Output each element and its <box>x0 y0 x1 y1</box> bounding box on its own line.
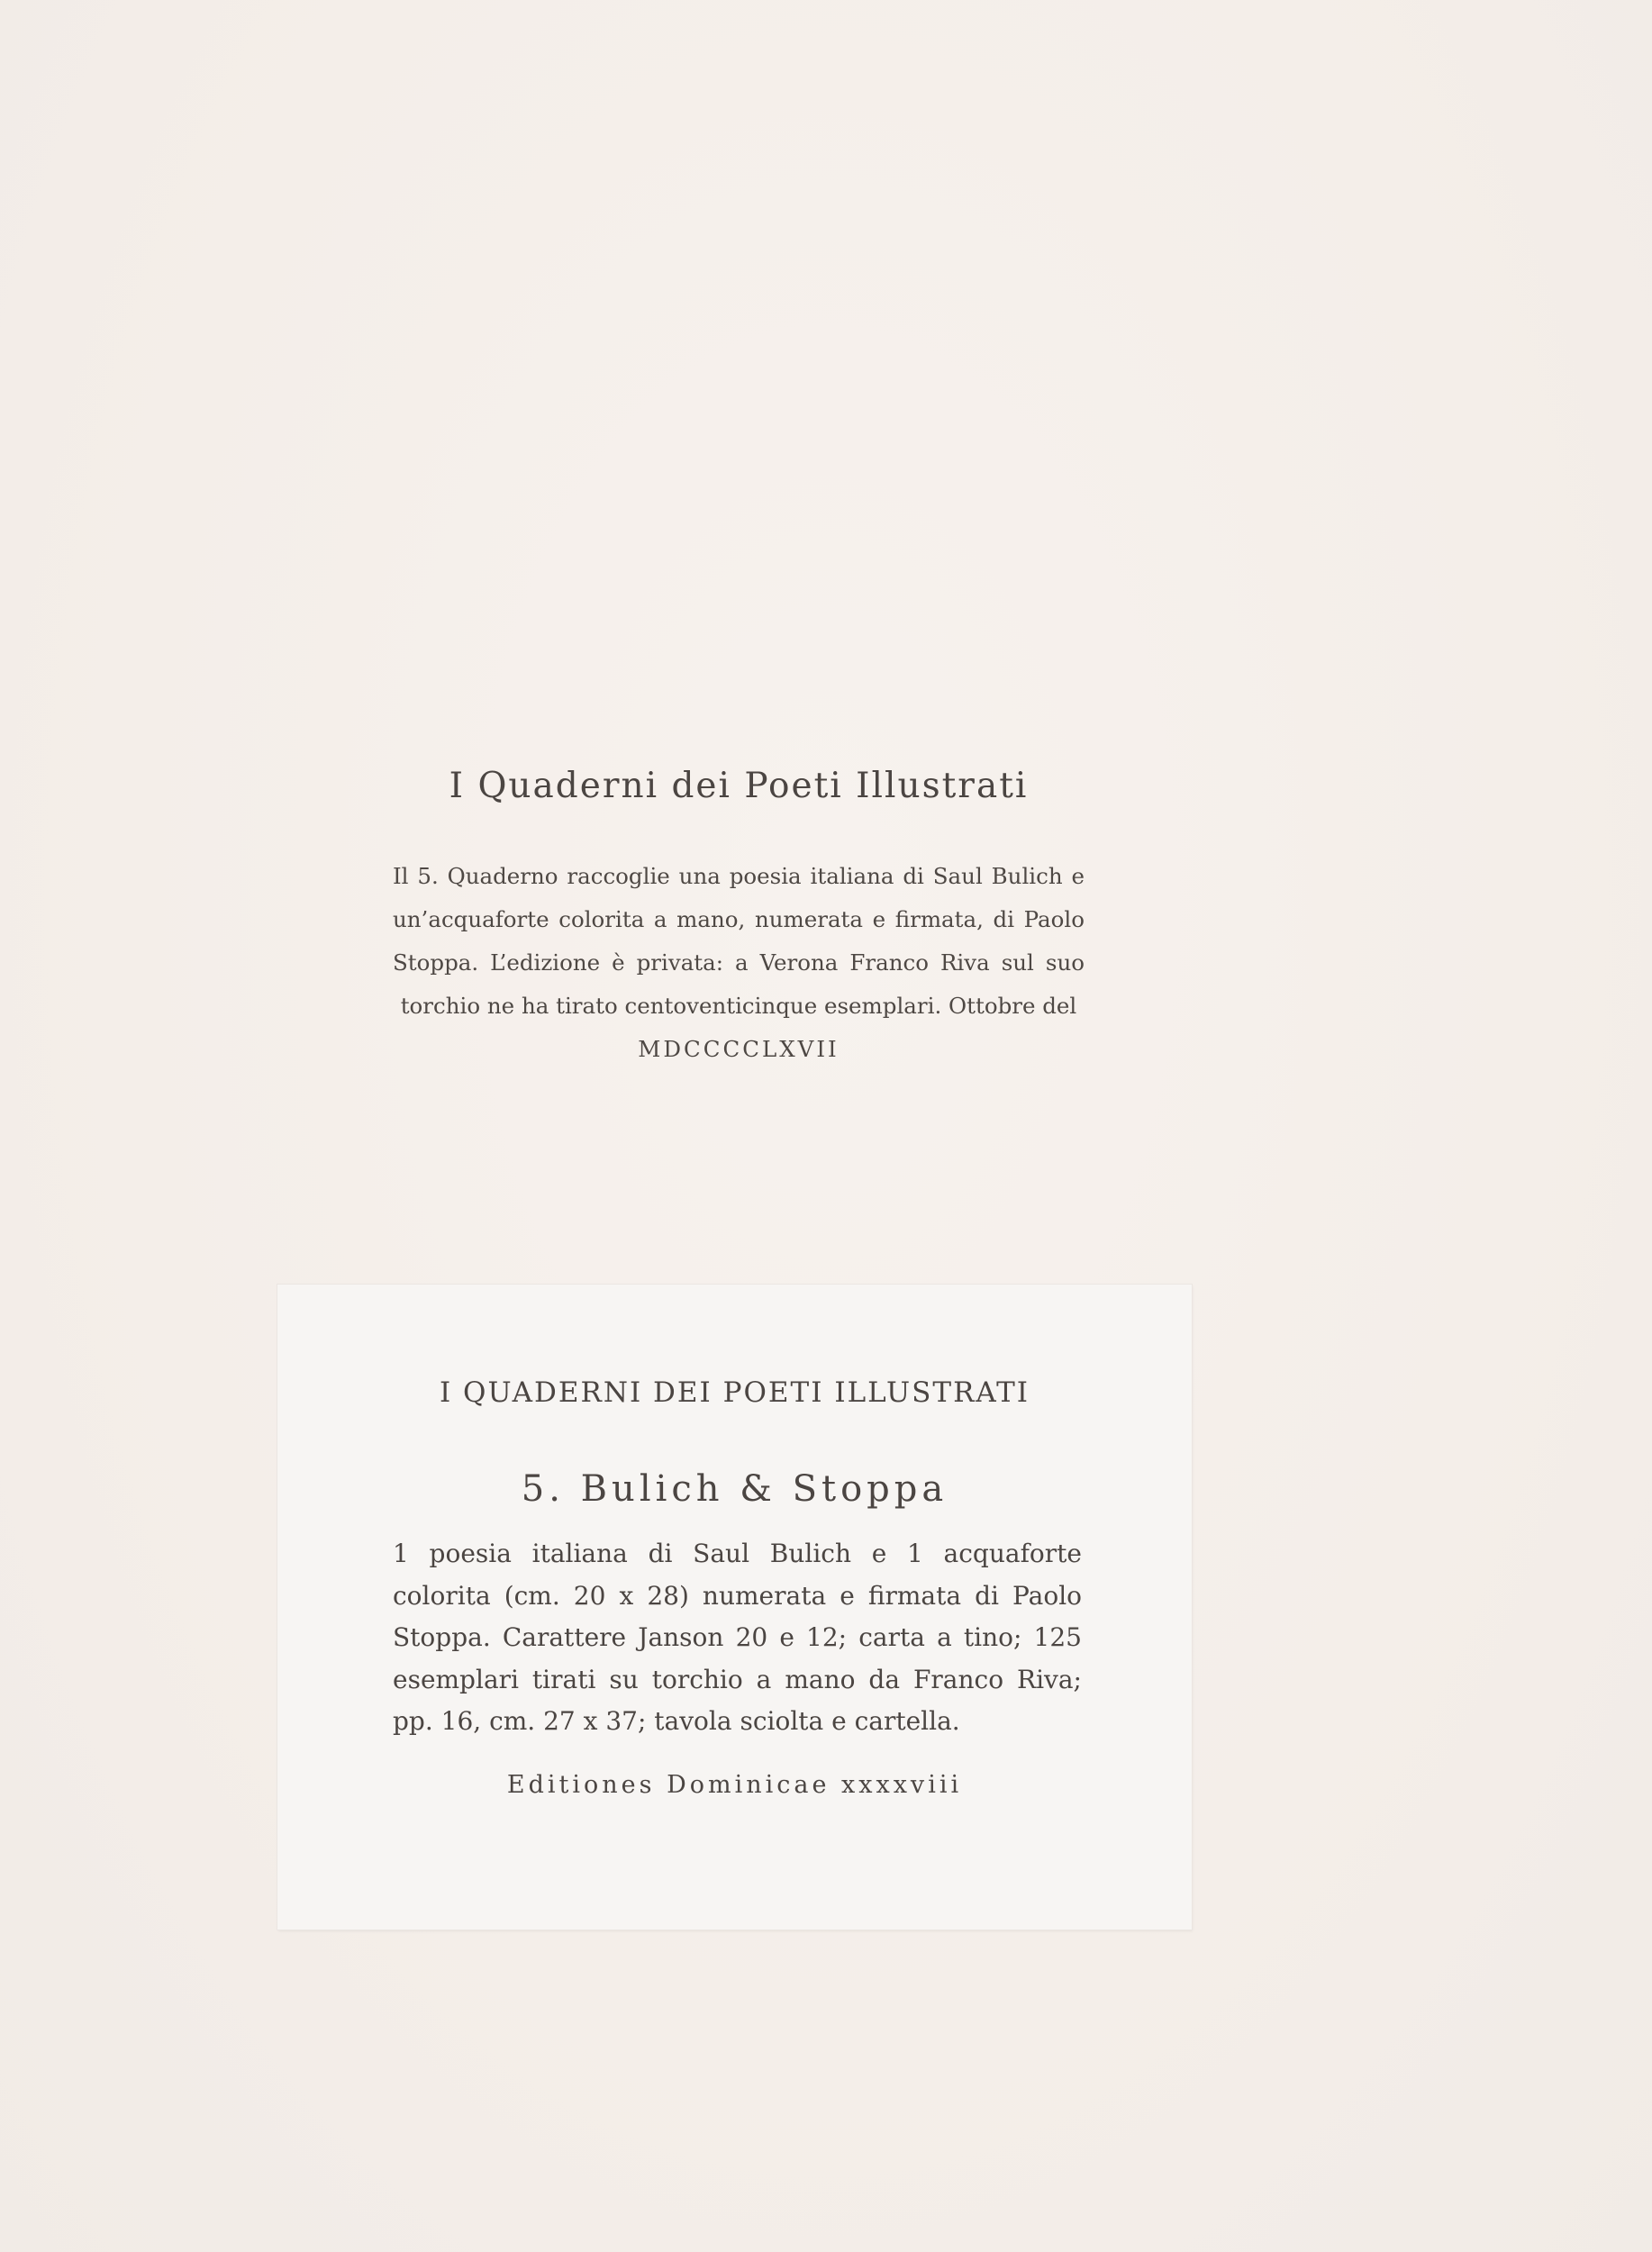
card-series-title: I QUADERNI DEI POETI ILLUSTRATI <box>439 1376 1030 1409</box>
colophon-year: MDCCCCLXVII <box>638 1036 840 1062</box>
card-description: 1 poesia italiana di Saul Bulich e 1 acquaforte colorita (cm. 20 x 28) numerata e firmata di Paolo Stoppa. Carattere Janson 20 e 12; carta a tino; 125 esemplari tirati su torchio a mano da Franco Riva; pp. 16, cm. 27 x 37; tavola sciolta e cartella. <box>393 1539 1082 1736</box>
colophon-text <box>387 855 1090 1071</box>
card-volume-title: 5. Bulich & Stoppa <box>521 1468 949 1510</box>
colophon-body-text: Il 5. Quaderno raccoglie una poesia italiana di Saul Bulich e un’acquaforte colorita a mano, numerata e firmata, di Paolo Stoppa. L’edizione è privata: a Verona Franco Riva sul suo torchio ne ha tirato centoventicinque esemplari. Ottobre del <box>393 863 1085 1019</box>
colophon-title: I Quaderni dei Poeti Illustrati <box>449 766 1029 806</box>
tipped-in-card <box>277 1285 1192 1930</box>
card-publisher: Editiones Dominicae xxxxviii <box>506 1771 963 1799</box>
colophon <box>387 766 1090 1071</box>
